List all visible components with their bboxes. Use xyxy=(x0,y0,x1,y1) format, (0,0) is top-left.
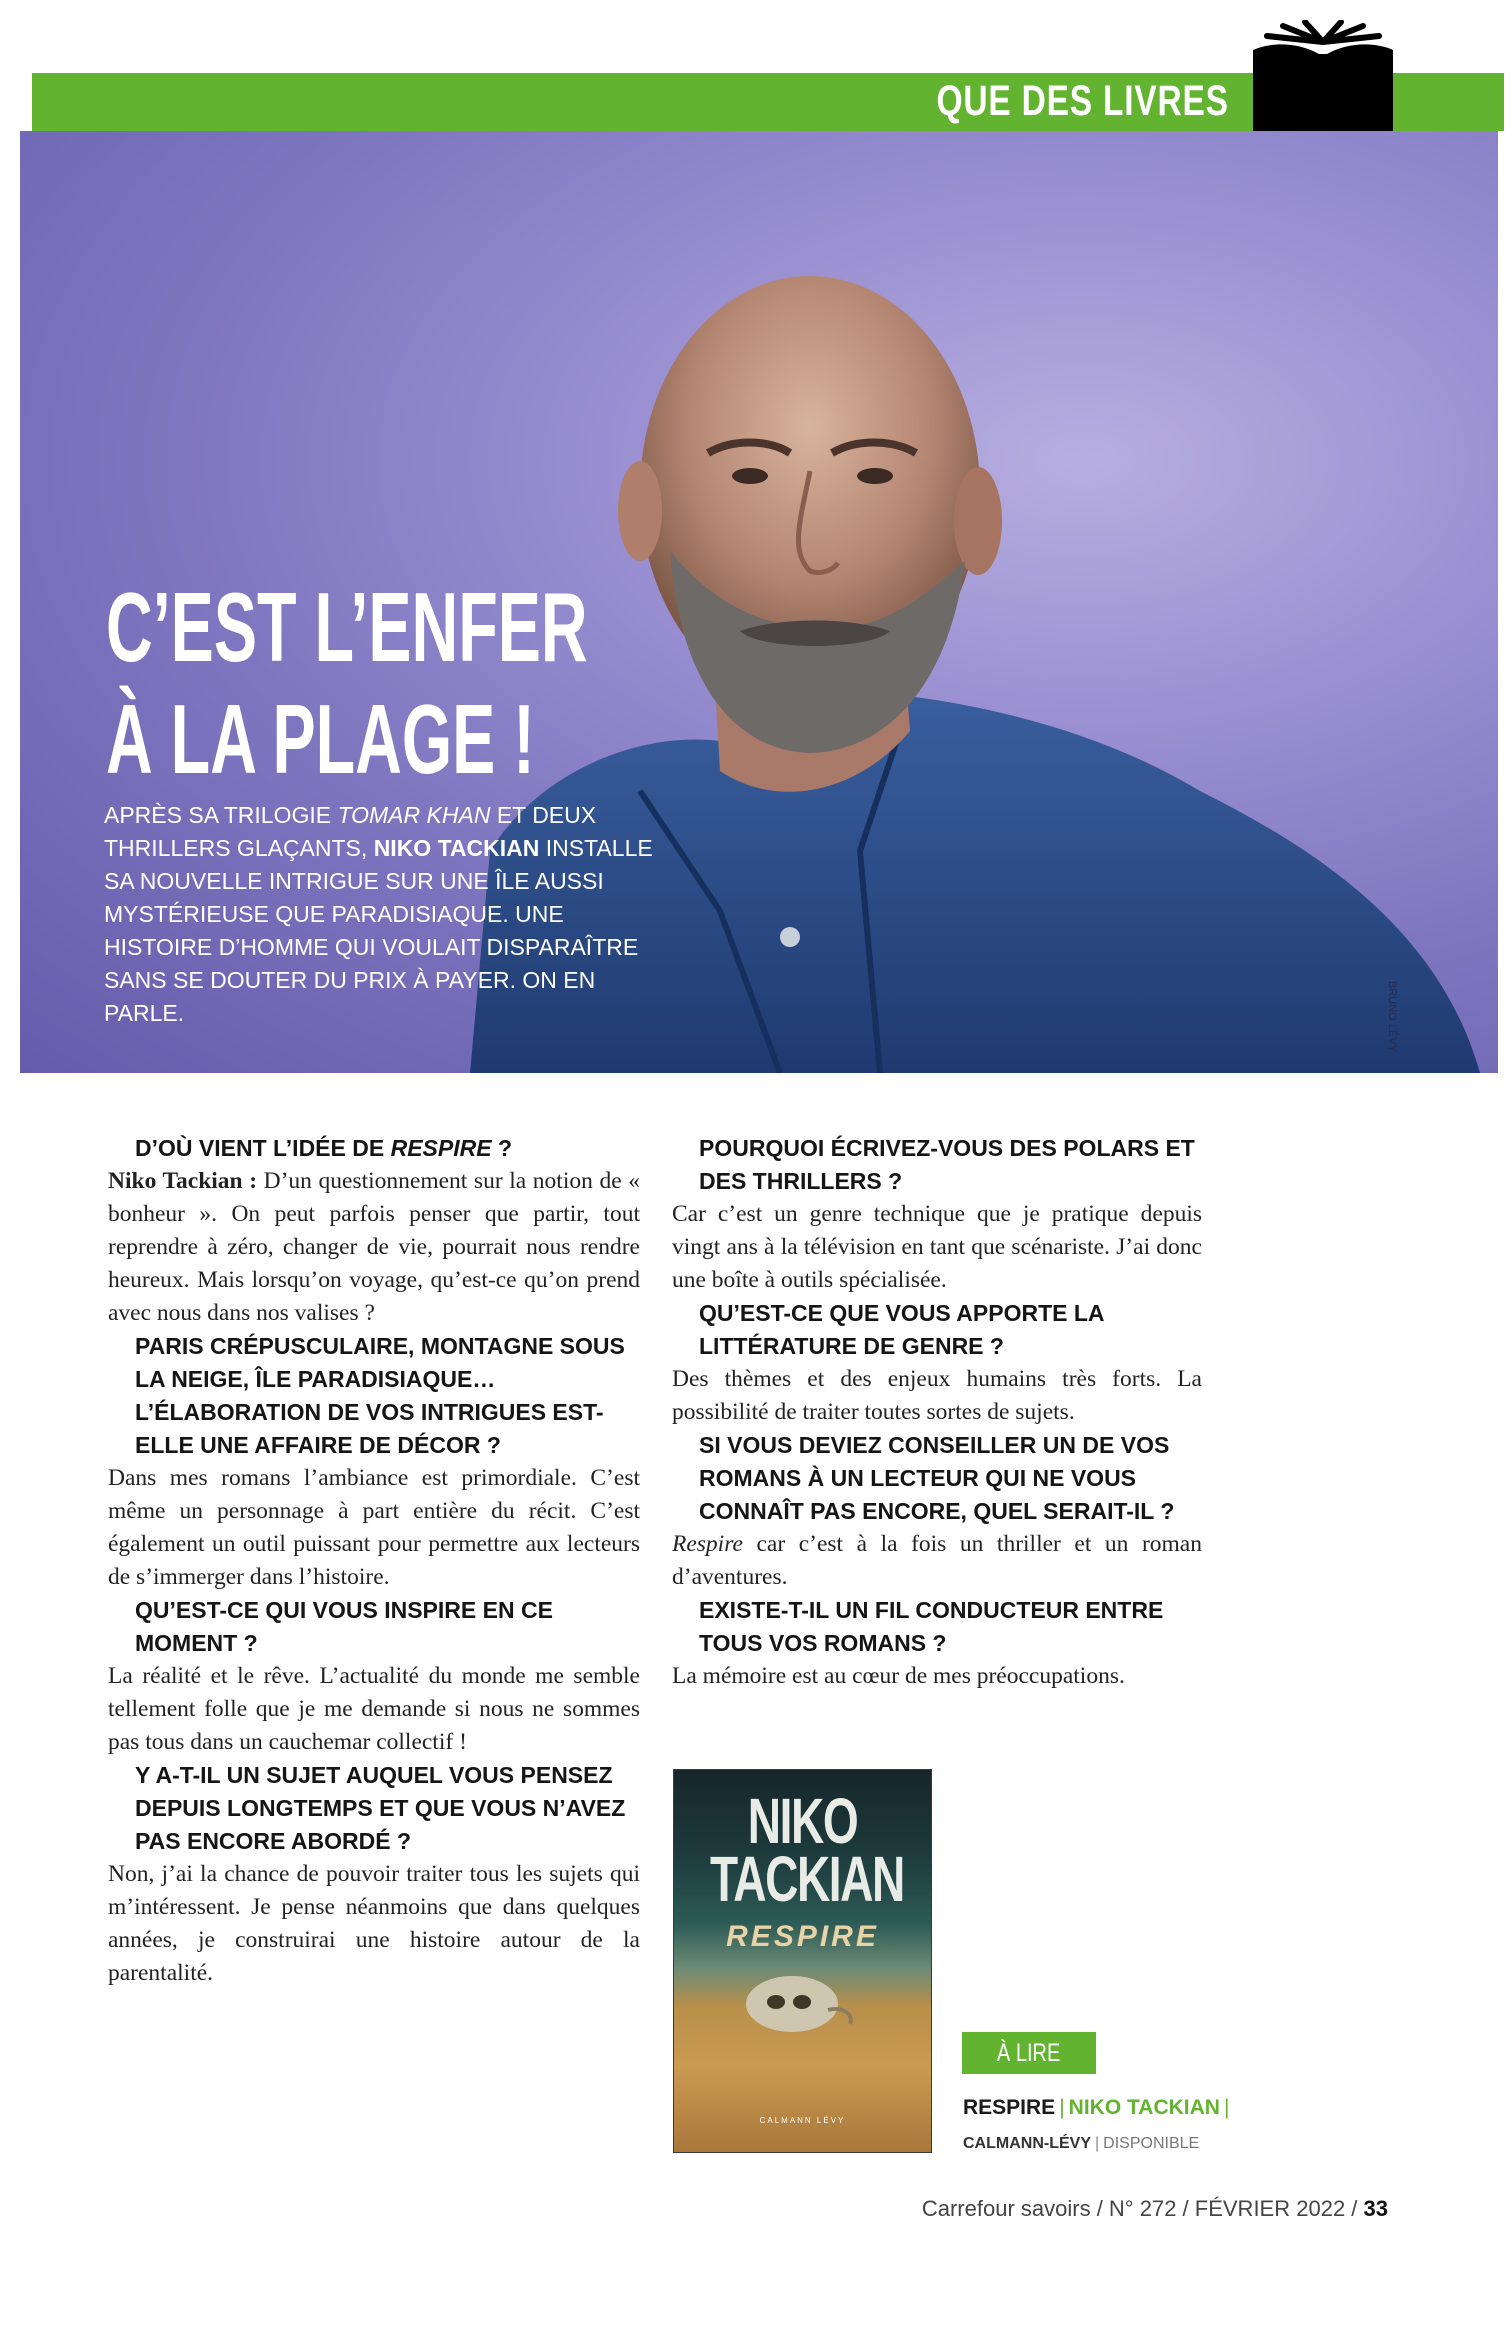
question-5: POURQUOI ÉCRIVEZ-VOUS DES POLARS ET DES THRILLERS ? xyxy=(699,1135,1195,1194)
answer-4: Non, j’ai la chance de pouvoir traiter tous les sujets qui m’intéressent. Je pense néanmoins que dans quelques années, je construirai une histoire autour de la parentalité. xyxy=(108,1861,640,1986)
question-6: QU’EST-CE QUE VOUS APPORTE LA LITTÉRATURE DE GENRE ? xyxy=(699,1300,1104,1359)
page-number: 33 xyxy=(1363,2196,1388,2221)
page-footer xyxy=(922,2196,1388,2222)
book-publisher-line: CALMANN-LÉVY | DISPONIBLE xyxy=(963,2135,1200,2152)
question-1-book-title: RESPIRE xyxy=(390,1135,492,1161)
question-3: QU’EST-CE QUI VOUS INSPIRE EN CE MOMENT ? xyxy=(135,1597,553,1656)
intro-author-name: NIKO TACKIAN xyxy=(373,835,540,861)
answer-7-book-title: Respire xyxy=(672,1531,743,1557)
headline-line-1: C’EST L’ENFER xyxy=(106,572,588,682)
a-lire-tag: À LIRE xyxy=(962,2032,1096,2074)
cover-author: NIKO TACKIAN xyxy=(709,1785,904,1915)
book-cover xyxy=(674,1770,931,2152)
skull-icon xyxy=(732,1966,862,2046)
cover-title: RESPIRE xyxy=(726,1920,879,1953)
question-8: EXISTE-T-IL UN FIL CONDUCTEUR ENTRE TOUS VOS ROMANS ? xyxy=(699,1597,1164,1656)
hero-photo xyxy=(20,131,1498,1073)
question-1: D’OÙ VIENT L’IDÉE DE RESPIRE ? xyxy=(135,1135,513,1161)
magazine-name: Carrefour savoirs / xyxy=(921,2196,1109,2221)
separator: | xyxy=(1059,2096,1065,2119)
issue-date: / FÉVRIER 2022 / xyxy=(1176,2196,1364,2221)
intro-series-title: TOMAR KHAN xyxy=(337,802,491,828)
photo-credit: BRUNO LÉVY xyxy=(1386,981,1398,1052)
question-4: Y A-T-IL UN SUJET AUQUEL VOUS PENSEZ DEPUIS LONGTEMPS ET QUE VOUS N’AVEZ PAS ENCORE ABORDÉ ? xyxy=(135,1762,626,1854)
issue-number: N° 272 xyxy=(1108,2196,1177,2221)
headline xyxy=(106,571,588,795)
answer-1-speaker: Niko Tackian : xyxy=(108,1168,258,1194)
cover-publisher: CALMANN LÉVY xyxy=(759,2116,846,2125)
book-title-line: RESPIRE | NIKO TACKIAN | xyxy=(963,2096,1230,2119)
book-publisher: CALMANN-LÉVY xyxy=(963,2135,1091,2152)
answer-6: Des thèmes et des enjeux humains très forts. La possibilité de traiter toutes sortes de sujets. xyxy=(672,1366,1202,1425)
answer-7: Respire car c’est à la fois un thriller et un roman d’aventures. xyxy=(672,1531,1202,1590)
answer-3: La réalité et le rêve. L’actualité du monde me semble tellement folle que je me demande si nous ne sommes pas tous dans un cauchemar collectif ! xyxy=(108,1663,640,1755)
book-availability: DISPONIBLE xyxy=(1103,2135,1200,2152)
answer-8: La mémoire est au cœur de mes préoccupations. xyxy=(672,1663,1125,1689)
answer-2: Dans mes romans l’ambiance est primordiale. C’est même un personnage à part entière du récit. C’est également un outil puissant pour permettre aux lecteurs de s’immerger dans l’histoire. xyxy=(108,1465,640,1590)
headline-line-2: À LA PLAGE ! xyxy=(106,684,535,794)
answer-5: Car c’est un genre technique que je pratique depuis vingt ans à la télévision en tant que scénariste. J’ai donc une boîte à outils spécialisée. xyxy=(672,1201,1202,1293)
answer-1: Niko Tackian : D’un questionnement sur la notion de « bonheur ». On peut parfois penser que partir, tout reprendre à zéro, changer de vie, pourrait nous rendre heureux. Mais lorsqu’on voyage, qu’est-ce qu’on prend avec nous dans nos valises ? xyxy=(108,1168,640,1326)
question-7: SI VOUS DEVIEZ CONSEILLER UN DE VOS ROMANS À UN LECTEUR QUI NE VOUS CONNAÎT PAS ENCORE, QUEL SERAIT-IL ? xyxy=(699,1432,1175,1524)
interview-column-right xyxy=(672,1132,1202,1693)
book-author: NIKO TACKIAN xyxy=(1068,2096,1220,2119)
intro-text: APRÈS SA TRILOGIE TOMAR KHAN ET DEUX THRILLERS GLAÇANTS, NIKO TACKIAN INSTALLE SA NOUVELLE INTRIGUE SUR UNE ÎLE AUSSI MYSTÉRIEUSE QUE PARADISIAQUE. UNE HISTOIRE D’HOMME QUI VOULAIT DISPARAÎTRE SANS SE DOUTER DU PRIX À PAYER. ON EN PARLE. xyxy=(104,802,653,1026)
book-title: RESPIRE xyxy=(963,2096,1056,2119)
section-label: QUE DES LIVRES xyxy=(936,77,1229,125)
question-2: PARIS CRÉPUSCULAIRE, MONTAGNE SOUS LA NEIGE, ÎLE PARADISIAQUE… L’ÉLABORATION DE VOS INTRIGUES EST-ELLE UNE AFFAIRE DE DÉCOR ? xyxy=(135,1333,625,1458)
interview-column-left xyxy=(108,1132,640,1990)
